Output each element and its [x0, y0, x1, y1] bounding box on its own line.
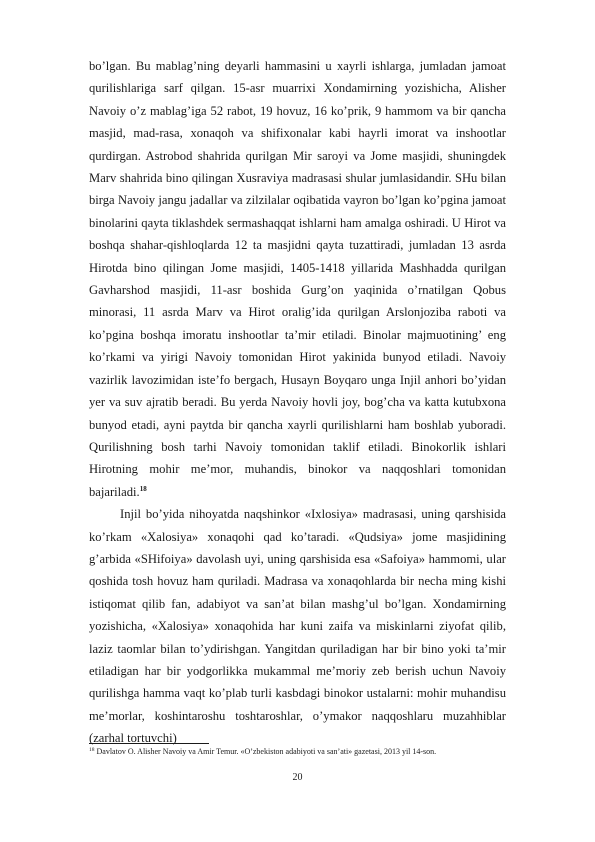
footnote: [89, 746, 506, 757]
footnote-separator: [89, 743, 209, 744]
footnote-number: 18: [89, 747, 95, 753]
page-number: 20: [292, 772, 303, 783]
footnote-text: Davlatov O. Alisher Navoiy va Amir Temur. «O’zbekiston adabiyoti va san’ati» gazetasi, 2013 yil 14-son.: [96, 747, 437, 756]
paragraph-2: Injil bo’yida nihoyatda naqshinkor «Ixlosiya» madrasasi, uning qarshisida ko’rkam «Xalosiya» xonaqohi qad ko’taradi. «Qudsiya» jome masjidining g’arbida «SHifoiya» davolash uyi, uning qarshisida esa «Safoiya» hammomi, ular qoshida tosh hovuz ham quriladi. Madrasa va xonaqohlarda bir necha ming kishi istiqomat qilib fan, adabiyot va san’at bilan mashg’ul bo’lgan. Xondamirning yozishicha, «Xalosiya» xonaqohida har kuni zaifa va miskinlarni ziyofat qilib, laziz taomlar bilan to’ydirishgan. Yangitdan quriladigan har bir bino yoki ta’mir etiladigan har bir yodgorlikka mukammal me’moriy zeb berish uchun Navoiy qurilishga hamma vaqt ko’plab turli kasbdagi binokor ustalarni: mohir muhandisu me’morlar, koshintaroshu toshtaroshlar, o’ymakor naqqoshlaru muzahhiblar (zarhal tortuvchi): [89, 507, 506, 746]
paragraph-1-text: bo’lgan. Bu mablag’ning deyarli hammasini u xayrli ishlarga, jumladan jamoat qurilishlariga sarf qilgan. 15-asr muarrixi Xondamirning yozishicha, Alisher Navoiy o’z mablag’iga 52 rabot, 19 hovuz, 16 ko’prik, 9 hammom va bir qancha masjid, mad-rasa, xonaqoh va shifixonalar kabi hayrli imorat va inshootlar qurdirgan. Astrobod shahrida qurilgan Mir saroyi va Jome masjidi, shuningdek Marv shahrida bino qilingan Xusraviya madrasasi shular jumlasidandir. SHu bilan birga Navoiy jangu jadallar va zilzilalar oqibatida vayron bo’lgan ko’pgina jamoat binolarini qayta tiklashdek sermashaqqat ishlarni ham amalga oshiradi. U Hirot va boshqa shahar-qishloqlarda 12 ta masjidni qayta tuzattiradi, jumladan 13 asrda Hirotda bino qilingan Jome masjidi, 1405-1418 yillarida Mashhadda qurilgan Gavharshod masjidi, 11-asr boshida Gurg’on yaqinida o’rnatilgan Qobus minorasi, 11 asrda Marv va Hirot oralig’ida qurilgan Arslonjoziba raboti va ko’pgina boshqa imoratu inshootlar ta’mir etiladi. Binolar majmuotining’ eng ko’rkami va yirigi Navoiy tomonidan Hirot yakinida bunyod etiladi. Navoiy vazirlik lavozimidan iste’fo bergach, Husayn Boyqaro unga Injil anhori bo’yidan yer va suv ajratib beradi. Bu yerda Navoiy hovli joy, bog’cha va katta kutubxona bunyod etadi, ayni paytda bir qancha xayrli qurilishlarni ham boshlab yuboradi. Qurilishning bosh tarhi Navoiy tomonidan taklif etiladi. Binokorlik ishlari Hirotning mohir me’mor, muhandis, binokor va naqqoshlari tomonidan bajariladi.: [89, 59, 506, 499]
paragraph-1: [89, 55, 506, 503]
footnote-reference[interactable]: 18: [139, 484, 147, 493]
body-text: [89, 55, 506, 750]
